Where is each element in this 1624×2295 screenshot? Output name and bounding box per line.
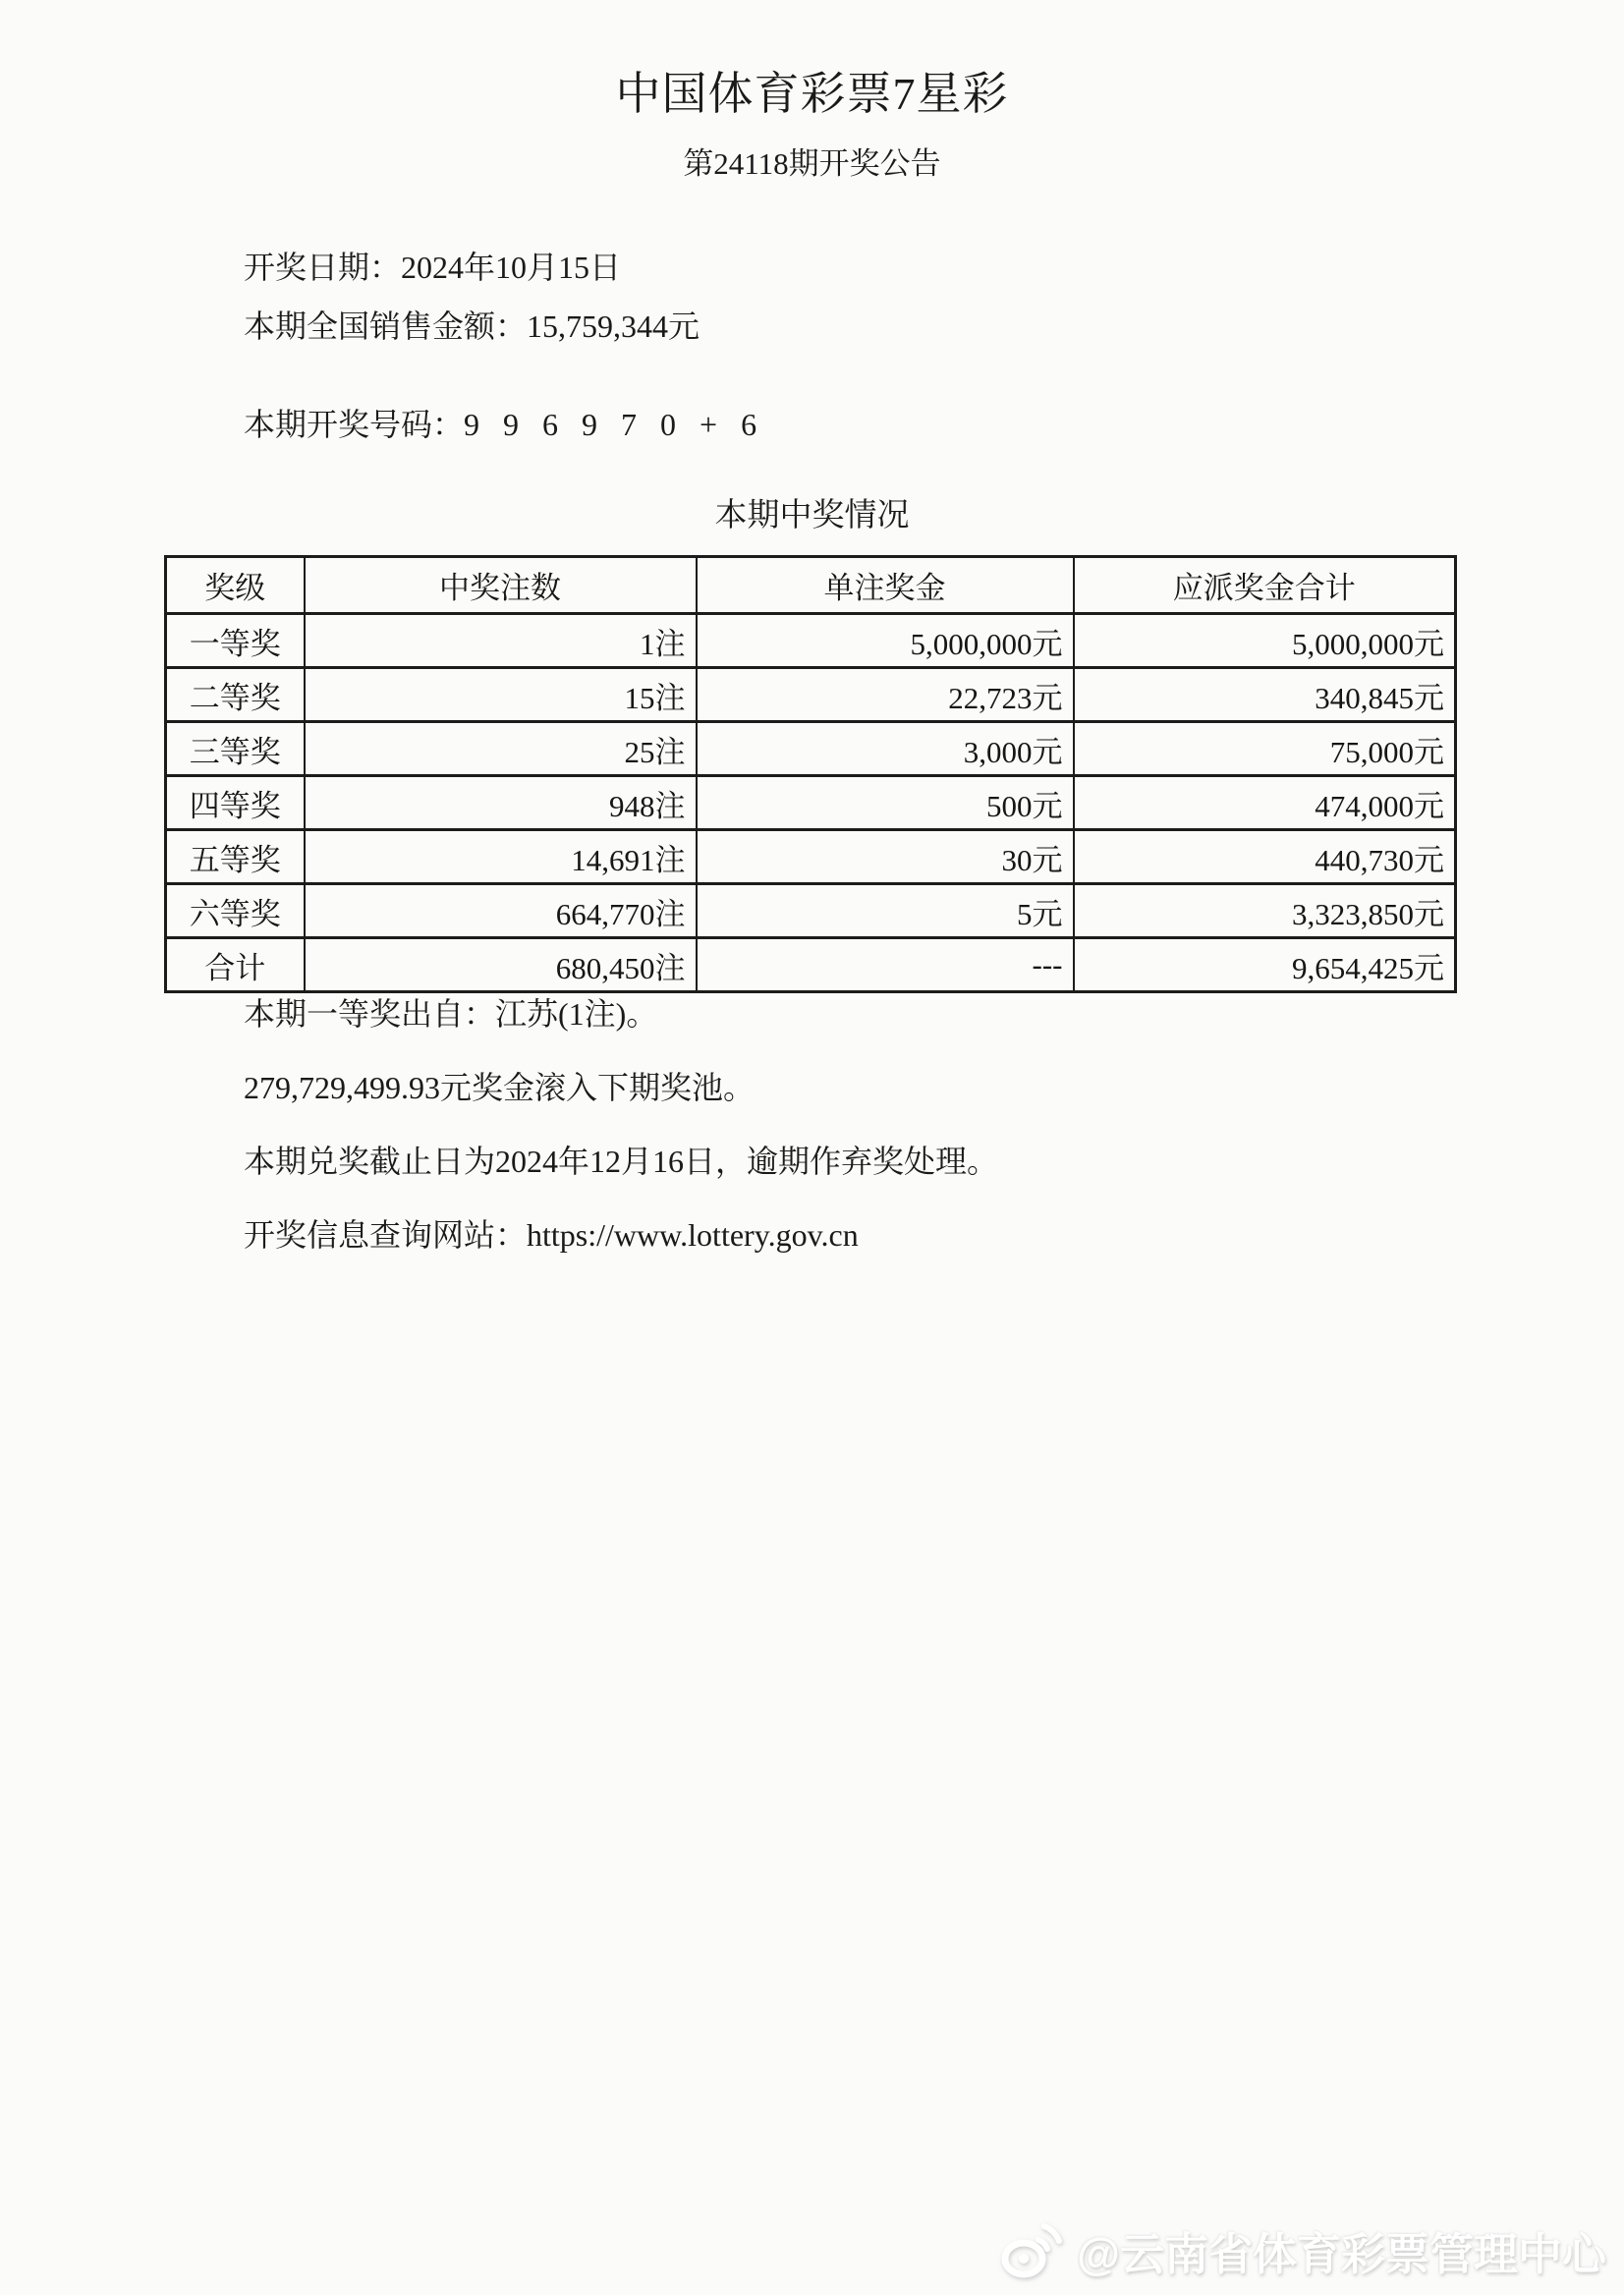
bet-count-cell: 948注 (305, 776, 697, 830)
single-prize-cell: --- (697, 938, 1074, 992)
page-title: 中国体育彩票7星彩 (615, 69, 1009, 119)
prize-tier-cell: 三等奖 (166, 722, 305, 776)
bet-count-cell: 14,691注 (305, 830, 697, 884)
total-prize-cell: 474,000元 (1074, 776, 1456, 830)
bet-count-cell: 680,450注 (305, 938, 697, 992)
table-row (166, 614, 1456, 668)
prize-tier-cell: 二等奖 (166, 668, 305, 722)
single-prize-cell: 500元 (697, 776, 1074, 830)
draw-date-line (244, 248, 621, 287)
prize-tier-cell: 六等奖 (166, 884, 305, 938)
single-prize-cell: 5元 (697, 884, 1074, 938)
prize-tier-cell: 四等奖 (166, 776, 305, 830)
table-row (166, 722, 1456, 776)
winning-numbers-value: 9 9 6 9 7 0 + 6 (464, 407, 762, 442)
total-prize-cell: 75,000元 (1074, 722, 1456, 776)
bet-count-cell: 15注 (305, 668, 697, 722)
total-prize-cell: 5,000,000元 (1074, 614, 1456, 668)
single-prize-cell: 22,723元 (697, 668, 1074, 722)
winning-numbers-line (244, 405, 761, 444)
prize-tier-cell: 五等奖 (166, 830, 305, 884)
table-row-total (166, 938, 1456, 992)
table-row (166, 830, 1456, 884)
page-subtitle: 第24118期开奖公告 (683, 146, 941, 181)
sales-label: 本期全国销售金额： (244, 308, 528, 344)
header-bet-count: 中奖注数 (305, 557, 697, 614)
single-prize-cell: 3,000元 (697, 722, 1074, 776)
table-row (166, 668, 1456, 722)
sales-value: 15,759,344元 (527, 308, 700, 344)
bet-count-cell: 1注 (305, 614, 697, 668)
single-prize-cell: 30元 (697, 830, 1074, 884)
watermark-text: @云南省体育彩票管理中心 (1077, 2228, 1606, 2279)
winning-numbers-label: 本期开奖号码： (244, 407, 465, 442)
prize-tier-cell: 一等奖 (166, 614, 305, 668)
total-prize-cell: 3,323,850元 (1074, 884, 1456, 938)
total-prize-cell: 9,654,425元 (1074, 938, 1456, 992)
total-prize-cell: 340,845元 (1074, 668, 1456, 722)
bet-count-cell: 25注 (305, 722, 697, 776)
table-row (166, 776, 1456, 830)
total-prize-cell: 440,730元 (1074, 830, 1456, 884)
header-single-prize: 单注奖金 (697, 557, 1074, 614)
weibo-icon (996, 2214, 1067, 2285)
prize-table-title: 本期中奖情况 (714, 498, 910, 533)
note-website: 开奖信息查询网站：https://www.lottery.gov.cn (244, 1217, 859, 1253)
note-rollover: 279,729,499.93元奖金滚入下期奖池。 (244, 1070, 756, 1105)
header-total-prize: 应派奖金合计 (1074, 557, 1456, 614)
note-deadline: 本期兑奖截止日为2024年12月16日，逾期作弃奖处理。 (244, 1144, 999, 1179)
watermark (996, 2214, 1606, 2285)
prize-tier-cell: 合计 (166, 938, 305, 992)
table-header-row (166, 557, 1456, 614)
sales-amount-line (244, 307, 700, 346)
draw-date-label: 开奖日期： (244, 250, 402, 285)
draw-date-value: 2024年10月15日 (401, 250, 622, 285)
note-first-prize-origin: 本期一等奖出自：江苏(1注)。 (244, 996, 658, 1032)
single-prize-cell: 5,000,000元 (697, 614, 1074, 668)
header-prize-tier: 奖级 (166, 557, 305, 614)
prize-table (164, 555, 1457, 993)
table-row (166, 884, 1456, 938)
bet-count-cell: 664,770注 (305, 884, 697, 938)
